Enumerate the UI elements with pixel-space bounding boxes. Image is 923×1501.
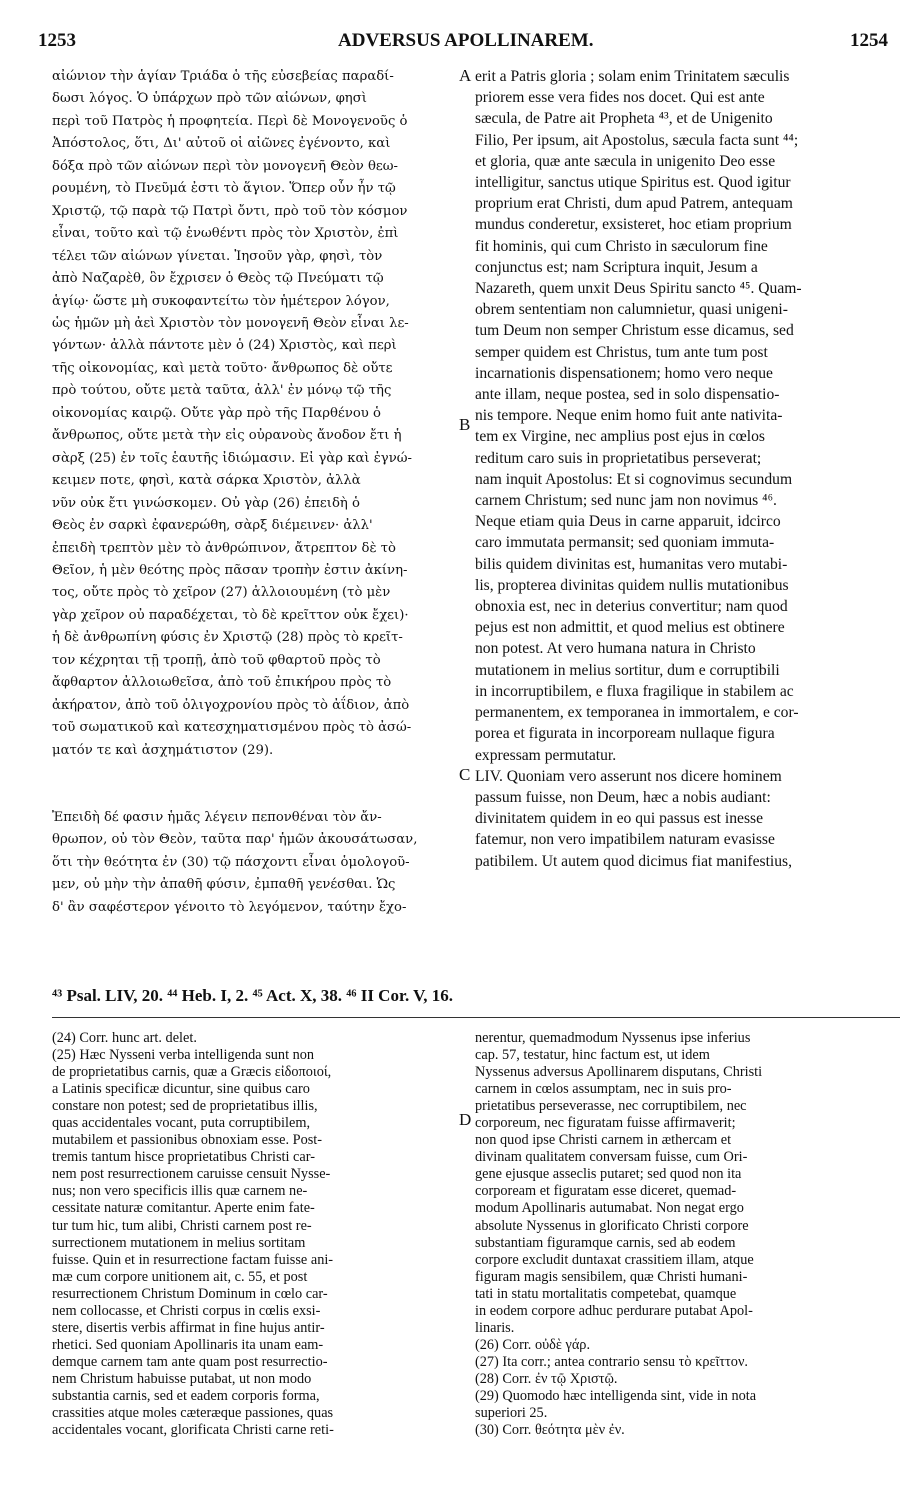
footnote-line: corpore excludit duntaxat crassitiem illam, atque (475, 1251, 754, 1268)
latin-text-line: mundus conderetur, exsisteret, hoc etiam proprium (475, 216, 792, 234)
latin-text-line: tum Deum non semper Christum esse dicamus, sed (475, 322, 794, 340)
greek-text-line: δωσι λόγος. Ὁ ὑπάρχων πρὸ τῶν αἰώνων, φησὶ (52, 91, 367, 107)
greek-text-line: εἶναι, τοῦτο καὶ τῷ ἑνωθέντι πρὸς τὸν Χριστὸν, ἐπὶ (52, 226, 399, 242)
footnote-line: corporeum, nec figuratam fuisse affirmaverit; (475, 1115, 736, 1132)
footnote-line: accidentales vocant, glorificata Christi carne reti- (52, 1422, 334, 1439)
latin-text-line: pejus est non admittit, et quod melius est obtinere (475, 619, 785, 637)
latin-text-line: Filio, Per ipsum, ait Apostolus, sæcula facta sunt ⁴⁴; (475, 131, 799, 149)
footnote-line: resurrectionem Christum Dominum in cœlo car- (52, 1285, 328, 1302)
latin-text-line: non potest. At vero humana natura in Christo (475, 640, 756, 658)
latin-text-line: obnoxia est, nec in deterius convertitur; nam quod (475, 598, 788, 616)
scripture-references: ⁴³ Psal. LIV, 20. ⁴⁴ Heb. I, 2. ⁴⁵ Act. X, 38. ⁴⁶ II Cor. V, 16. (52, 986, 453, 1005)
greek-column (52, 66, 457, 919)
latin-text-line: conjunctus est; nam Scriptura inquit, Jesum a (475, 258, 758, 276)
margin-letter-d: D (459, 1110, 472, 1129)
latin-text-line: et gloria, quæ ante sæcula in unigenito Deo esse (475, 152, 776, 170)
greek-text-line: ὅτι τὴν θεότητα ἐν (30) τῷ πάσχοντι εἶναι ὁμολογοῦ- (52, 854, 410, 870)
footnote-line: divinam qualitatem conversam fuisse, cum Ori- (475, 1149, 748, 1166)
footnote-line: modum Apollinaris autumabat. Non negat ergo (475, 1200, 744, 1217)
latin-text-line: ante illam, neque postea, sed in solo dispensatio- (475, 386, 780, 404)
latin-text-line: divinitatem quidem in eo qui passus est inesse (475, 810, 764, 828)
greek-text-line: ἡ δὲ ἀνθρωπίνη φύσις ἐν Χριστῷ (28) πρὸς τὸ κρεῖτ- (52, 630, 403, 646)
margin-letter-b: B (459, 415, 471, 434)
footnote-line: (30) Corr. θεότητα μὲν ἐν. (475, 1422, 625, 1439)
latin-text-line: bilis quidem divinitas est, humanitas vero mutabi- (475, 555, 788, 573)
latin-text-line: sæcula, de Patre ait Propheta ⁴³, et de Unigenito (475, 110, 773, 128)
footnote-line: cessitate naturæ comitantur. Aperte enim fate- (52, 1200, 315, 1217)
footnote-line: nem Christum habuisse putabat, ut non modo (52, 1370, 312, 1387)
footnote-line: crassities atque moles cæteræque passiones, quas (52, 1405, 334, 1422)
greek-text-line: τῆς οἰκονομίας, καὶ μετὰ τοῦτο· ἄνθρωπος δὲ οὔτε (52, 360, 393, 376)
footnote-line: carnem in cœlos assumptam, nec in suis pro- (475, 1081, 732, 1098)
footnote-line: a Latinis specificæ dicuntur, sine quibus caro (52, 1081, 310, 1098)
footnote-line: tur tum hic, tum alibi, Christi carnem post re- (52, 1217, 312, 1234)
greek-text-line: Θεὸς ἐν σαρκὶ ἐφανερώθη, σὰρξ διέμεινεν· ἀλλ' (52, 518, 373, 534)
latin-text-line: tem ex Virgine, nec amplius post ejus in cœlos (475, 428, 765, 446)
latin-text-line: passum fuisse, non Deum, hæc a nobis audiant: (475, 788, 771, 806)
latin-text-line: erit a Patris gloria ; solam enim Trinitatem sæculis (475, 68, 790, 85)
margin-letter-a: A (459, 66, 472, 85)
running-title: ADVERSUS APOLLINAREM. (338, 30, 594, 51)
greek-text-line: Ἀπόστολος, ὅτι, Δι' αὐτοῦ οἱ αἰῶνες ἐγένοντο, καὶ (52, 136, 391, 152)
footnote-line: tati in statu mortalitatis competebat, quamque (475, 1285, 737, 1302)
latin-text-line: semper quidem est Christus, tum ante tum post (475, 343, 768, 361)
greek-text-line: γὰρ χεῖρον οὐ παραδέχεται, τὸ δὲ κρεῖττον οὐκ ἔχει)· (52, 607, 409, 623)
greek-text-line: Ἐπειδὴ δέ φασιν ἡμᾶς λέγειν πεπονθέναι τὸν ἄν- (52, 809, 382, 825)
latin-text-line: nis tempore. Neque enim homo fuit ante nativita- (475, 407, 783, 425)
latin-text-line: in incorruptibilem, e fluxa fragilique in stabilem ac (475, 682, 794, 700)
footnote-line: cap. 57, testatur, hinc factum est, ut idem (475, 1047, 710, 1064)
notes-left-column (52, 1030, 462, 1439)
greek-text-line: αἰώνιον τὴν ἁγίαν Τριάδα ὁ τῆς εὐσεβείας παραδί- (52, 69, 394, 84)
greek-text-line: τος, οὔτε πρὸς τὸ χεῖρον (27) ἀλλοιουμένη (τὸ μὲν (52, 585, 391, 601)
footnote-line: nerentur, quemadmodum Nyssenus ipse inferius (475, 1030, 751, 1046)
latin-text-line: reditum caro suis in proprietatibus perseverat; (475, 449, 762, 467)
greek-text-line: δ' ἂν σαφέστερον γένοιτο τὸ λεγόμενον, ταύτην ἔχο- (52, 899, 407, 915)
footnote-line: in eodem corpore adhuc perdurare putabat Apol- (475, 1302, 753, 1319)
latin-text-line: nam inquit Apostolus: Et si cognovimus secundum (475, 470, 793, 488)
greek-text-line: γόντων· ἀλλὰ πάντοτε μὲν ὁ (24) Χριστὸς, καὶ περὶ (52, 338, 397, 354)
latin-text-line: fit hominis, qui cum Christo in sæculorum fine (475, 237, 768, 255)
latin-text-line: mutationem in melius sortitur, dum e corruptibili (475, 661, 780, 679)
latin-text-line: priorem esse vera fides nos docet. Qui est ante (475, 89, 765, 107)
footnote-line: (25) Hæc Nysseni verba intelligenda sunt non (52, 1047, 315, 1064)
greek-text-line: Θεῖον, ἡ μὲν θεότης πρὸς πᾶσαν τροπὴν ἐστιν ἀκίνη- (52, 562, 408, 578)
footnote-line: gene ejusque asseclis putaret; sed quod non ita (475, 1166, 742, 1183)
greek-text-line (52, 785, 457, 807)
footnote-line: (26) Corr. οὐδὲ γάρ. (475, 1336, 591, 1353)
page-number-left: 1253 (38, 30, 76, 51)
latin-text-line: lis, propterea divinitas quidem nullis mutationibus (475, 576, 789, 594)
latin-text-line: LIV. Quoniam vero asserunt nos dicere hominem (475, 767, 782, 785)
footnote-line: de proprietatibus carnis, quæ a Græcis εἰδοποιοί, (52, 1064, 332, 1081)
footnote-line: constare non potest; sed de proprietatibus illis, (52, 1098, 318, 1115)
greek-text-line: κειμεν ποτε, φησὶ, κατὰ σάρκα Χριστὸν, ἀλλὰ (52, 473, 361, 489)
latin-text-line: obrem sententiam non calumnietur, quasi unigeni- (475, 301, 788, 319)
margin-letter-c: C (459, 765, 471, 784)
footnote-line: absolute Nyssenus in glorificato Christi corpore (475, 1217, 749, 1234)
latin-text-line: proprium erat Christi, dum apud Patrem, antequam (475, 195, 793, 213)
footnote-line: (24) Corr. hunc art. delet. (52, 1030, 197, 1046)
latin-text-line: fatemur, non vero impatibilem naturam evasisse (475, 831, 775, 849)
footnote-line: rhetici. Sed quoniam Apollinaris ita unam eam- (52, 1336, 324, 1353)
footnote-line: linaris. (475, 1319, 515, 1336)
footnote-line: corpoream et figuratam esse diceret, quemad- (475, 1183, 737, 1200)
latin-text-line: incarnationis dispensationem; homo vero neque (475, 364, 773, 382)
footnote-line: substantiam figuramque carnis, sed ab eodem (475, 1234, 736, 1251)
footnote-line: nem post resurrectionem caruisse censuit Nysse- (52, 1166, 331, 1183)
footnote-line: quas accidentales vocant, puta corruptibilem, (52, 1115, 311, 1132)
latin-text-line: porea et figurata in incorpoream nullaque figura (475, 725, 775, 743)
greek-text-line: ὡς ἡμῶν μὴ ἀεὶ Χριστὸν τὸν μονογενῆ Θεὸν εἶναι λε- (52, 315, 409, 331)
footnote-line: superiori 25. (475, 1405, 548, 1422)
greek-text-line: Χριστῷ, τῷ παρὰ τῷ Πατρὶ ὄντι, πρὸ τοῦ τὸν κόσμον (52, 203, 408, 219)
footnote-line: tremis tantum hisce proprietatibus Christi car- (52, 1149, 315, 1166)
greek-text-line: τοῦ σωματικοῦ καὶ κατεσχηματισμένου πρὸς τὸ ἀσώ- (52, 720, 412, 736)
latin-text-line: intelligitur, sanctus utique Spiritus est. Quod igitur (475, 174, 791, 192)
greek-text-line: ἀπὸ Ναζαρὲθ, ὃν ἔχρισεν ὁ Θεὸς τῷ Πνεύματι τῷ (52, 271, 384, 287)
footnote-line: mæ cum corpore unitionem ait, c. 55, et post (52, 1268, 308, 1285)
footnote-line: fuisse. Quin et in resurrectione factam fuisse ani- (52, 1251, 334, 1268)
page-header (38, 30, 888, 58)
notes-divider (52, 1017, 900, 1018)
greek-text-line: ρουμένη, τὸ Πνεῦμά ἐστι τὸ ἅγιον. Ὅπερ οὖν ἦν τῷ (52, 181, 396, 197)
footnote-line: stere, disertis verbis affirmat in fine hujus antir- (52, 1319, 325, 1336)
footnote-line: nem collocasse, et Christi corpus in cœlis exsi- (52, 1302, 321, 1319)
latin-text-line: caro immutata permansit; sed quoniam immuta- (475, 534, 775, 552)
latin-text-line: carnem Christum; sed nunc jam non novimus ⁴⁶. (475, 492, 777, 510)
greek-text-line: ἀκήρατον, ἀπὸ τοῦ ὀλιγοχρονίου πρὸς τὸ ἀΐδιον, ἀπὸ (52, 697, 410, 713)
greek-text-line: πρὸ τούτου, οὔτε μετὰ ταῦτα, ἀλλ' ἐν μόνῳ τῷ τῆς (52, 383, 392, 399)
footnote-line: Nyssenus adversus Apollinarem disputans, Christi (475, 1064, 763, 1081)
latin-text-line: expressam permutatur. (475, 746, 617, 764)
footnote-line: demque carnem tam ante quam post resurrectio- (52, 1353, 328, 1370)
footnote-line: (27) Ita corr.; antea contrario sensu τὸ κρεῖττον. (475, 1353, 748, 1370)
footnote-line: nus; non vero specificis illis quæ carnem ne- (52, 1183, 308, 1200)
greek-text-line (52, 762, 457, 784)
notes-right-column (475, 1030, 900, 1439)
greek-text-line: ἁγίῳ· ὥστε μὴ συκοφαντείτω τὸν ἡμέτερον λόγον, (52, 293, 390, 309)
page-number-right: 1254 (850, 30, 888, 51)
footnote-line: substantia carnis, sed et eadem corporis forma, (52, 1387, 320, 1404)
greek-text-line: δόξα πρὸ τῶν αἰώνων περὶ τὸν μονογενῆ Θεὸν θεω- (52, 158, 398, 174)
greek-text-line: οἰκονομίας καιρῷ. Οὔτε γὰρ πρὸ τῆς Παρθένου ὁ (52, 405, 381, 421)
footnote-line: mutabilem et passionibus obnoxiam esse. Post- (52, 1132, 323, 1149)
greek-text-line: νῦν οὐκ ἔτι γινώσκομεν. Οὐ γὰρ (26) ἐπειδὴ ὁ (52, 495, 360, 511)
footnote-line: figuram magis sensibilem, quæ Christi humani- (475, 1268, 748, 1285)
latin-text-line: patibilem. Ut autem quod dicimus fiat manifestius, (475, 852, 793, 870)
greek-text-line: σὰρξ (25) ἐν τοῖς ἑαυτῆς ἰδιώμασιν. Εἰ γὰρ καὶ ἐγνώ- (52, 450, 412, 466)
greek-text-line: ἐπειδὴ τρεπτὸν μὲν τὸ ἀνθρώπινον, ἄτρεπτον δὲ τὸ (52, 540, 396, 556)
latin-text-line: permanentem, ex temporanea in immortalem, e cor- (475, 704, 799, 722)
footnote-line: (29) Quomodo hæc intelligenda sint, vide in nota (475, 1387, 757, 1404)
greek-text-line: ἄφθαρτον ἀλλοιωθεῖσα, ἀπὸ τοῦ ἐπικήρου πρὸς τὸ (52, 675, 392, 691)
greek-text-line: θρωπον, οὐ τὸν Θεὸν, ταῦτα παρ' ἡμῶν ἀκουσάτωσαν, (52, 832, 418, 848)
footnote-line: (28) Corr. ἐν τῷ Χριστῷ. (475, 1370, 618, 1387)
latin-column (475, 66, 900, 872)
footnote-line: surrectionem mutationem in melius sortitam (52, 1234, 306, 1251)
latin-text-line: Neque etiam quia Deus in carne apparuit, idcirco (475, 513, 781, 531)
footnote-line: prietatibus perseverasse, nec corruptibilem, nec (475, 1098, 747, 1115)
greek-text-line: ματόν τε καὶ ἀσχημάτιστον (29). (52, 742, 274, 758)
footnote-line: non quod ipse Christi carnem in æthercam et (475, 1132, 732, 1149)
greek-text-line: ἄνθρωπος, οὔτε μετὰ τὴν εἰς οὐρανοὺς ἄνοδον ἔτι ἡ (52, 428, 402, 444)
latin-text-line: Nazareth, quem unxit Deus Spiritu sancto ⁴⁵. Quam- (475, 280, 802, 298)
greek-text-line: μεν, οὐ μὴν τὴν ἀπαθῆ φύσιν, ἐμπαθῆ γενέσθαι. Ὡς (52, 877, 396, 893)
greek-text-line: περὶ τοῦ Πατρὸς ἡ προφητεία. Περὶ δὲ Μονογενοῦς ὁ (52, 113, 408, 129)
greek-text-line: τέλει τῶν αἰώνων γίνεται. Ἰησοῦν γὰρ, φησὶ, τὸν (52, 248, 383, 264)
greek-text-line: τον κέχρηται τῇ τροπῇ, ἀπὸ τοῦ φθαρτοῦ πρὸς τὸ (52, 652, 381, 668)
